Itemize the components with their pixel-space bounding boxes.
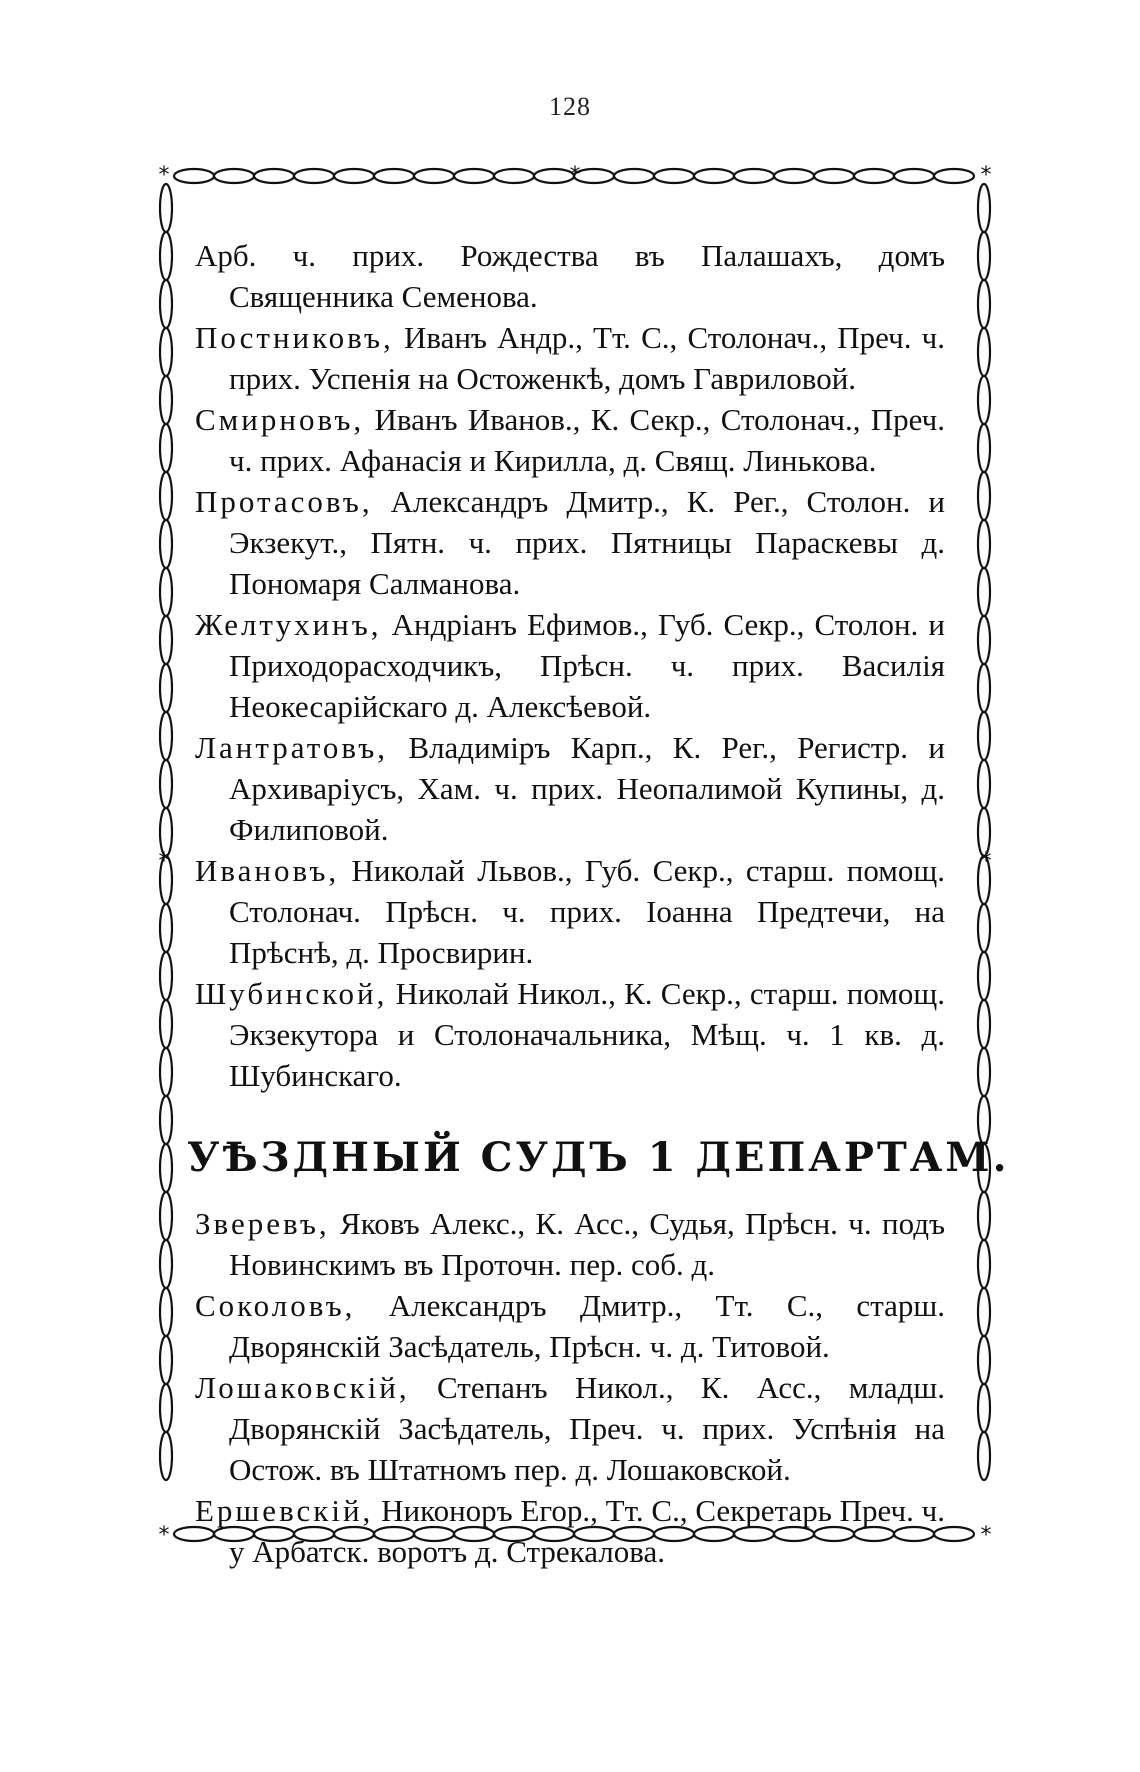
chain-link xyxy=(160,1096,172,1144)
chain-link xyxy=(160,1336,172,1384)
chain-link xyxy=(534,169,574,183)
chain-link xyxy=(978,616,990,664)
entry: Шубинской, Николай Никол., К. Секр., старш. помощ. Экзекутора и Столоначальника, Мѣщ. ч. 1 кв. д. Шубинскаго. xyxy=(195,976,945,1093)
chain-link xyxy=(294,169,334,183)
chain-link xyxy=(978,904,990,952)
chain-link xyxy=(814,169,854,183)
chain-link xyxy=(254,169,294,183)
chain-link xyxy=(654,169,694,183)
entry: Арб. ч. прих. Рождества въ Палашахъ, домъ Священника Семенова. xyxy=(195,238,945,314)
chain-link xyxy=(374,169,414,183)
entry: Ивановъ, Николай Львов., Губ. Секр., старш. помощ. Столонач. Прѣсн. ч. прих. Іоанна Предтечи, на Прѣснѣ, д. Просвирин. xyxy=(195,853,945,970)
chain-link xyxy=(160,952,172,1000)
chain-link xyxy=(734,169,774,183)
chain-link xyxy=(160,1192,172,1240)
chain-link xyxy=(978,328,990,376)
entry: Протасовъ, Александръ Дмитр., К. Рег., Столон. и Экзекут., Пятн. ч. прих. Пятницы Параскевы д. Пономаря Салманова. xyxy=(195,484,946,601)
chain-link xyxy=(614,169,654,183)
chain-link xyxy=(978,1000,990,1048)
chain-link xyxy=(160,520,172,568)
chain-link xyxy=(160,328,172,376)
chain-link xyxy=(854,169,894,183)
chain-link xyxy=(454,169,494,183)
chain-link xyxy=(160,184,172,232)
chain-link xyxy=(160,1048,172,1096)
chain-link xyxy=(160,1000,172,1048)
document-body xyxy=(187,235,1010,1572)
chain-link xyxy=(978,712,990,760)
chain-link xyxy=(160,664,172,712)
star-top-center: * xyxy=(569,163,581,188)
chain-link xyxy=(978,1192,990,1240)
chain-link xyxy=(978,664,990,712)
entry: Ершевскій, Никоноръ Егор., Тт. С., Секретарь Преч. ч. у Арбатск. воротъ д. Стрекалова. xyxy=(195,1493,945,1569)
chain-link xyxy=(978,1432,990,1480)
chain-link xyxy=(978,520,990,568)
chain-link xyxy=(978,760,990,808)
chain-link xyxy=(978,568,990,616)
chain-link xyxy=(978,1288,990,1336)
chain-link xyxy=(978,280,990,328)
chain-link xyxy=(160,1288,172,1336)
entry: Желтухинъ, Андріанъ Ефимов., Губ. Секр., Столон. и Приходорасходчикъ, Прѣсн. ч. прих. Василія Неокесарійскаго д. Алексѣевой. xyxy=(195,607,945,724)
chain-link xyxy=(978,1384,990,1432)
chain-link xyxy=(774,169,814,183)
chain-link xyxy=(978,376,990,424)
entry: Зверевъ, Яковъ Алекс., К. Асс., Судья, Прѣсн. ч. подъ Новинскимъ въ Проточн. пер. соб. д. xyxy=(195,1206,945,1282)
chain-link xyxy=(160,232,172,280)
chain-link xyxy=(978,232,990,280)
chain-link xyxy=(978,1048,990,1096)
chain-link xyxy=(894,169,934,183)
section-heading: УѢЗДНЫЙ СУДЪ 1 ДЕПАРТАМ. xyxy=(187,1134,1010,1181)
chain-link xyxy=(160,616,172,664)
chain-link xyxy=(978,184,990,232)
chain-link xyxy=(978,424,990,472)
chain-link xyxy=(978,952,990,1000)
chain-link xyxy=(414,169,454,183)
corner-star-top-right: * xyxy=(980,163,992,188)
page-number: 128 xyxy=(549,92,591,121)
chain-link xyxy=(214,169,254,183)
chain-link xyxy=(334,169,374,183)
chain-link xyxy=(160,1432,172,1480)
entry: Постниковъ, Иванъ Андр., Тт. С., Столонач., Преч. ч. прих. Успенія на Остоженкѣ, домъ Гавриловой. xyxy=(195,320,946,396)
section-registry xyxy=(195,235,945,1096)
chain-link xyxy=(694,169,734,183)
corner-star-top-left: * xyxy=(158,163,170,188)
chain-link xyxy=(160,424,172,472)
star-right-middle: * xyxy=(980,849,992,874)
chain-link xyxy=(934,169,974,183)
chain-link xyxy=(160,760,172,808)
chain-link xyxy=(160,1240,172,1288)
star-left-middle: * xyxy=(158,849,170,874)
chain-link xyxy=(978,472,990,520)
chain-link xyxy=(978,1336,990,1384)
chain-link xyxy=(160,904,172,952)
chain-link xyxy=(174,169,214,183)
entry: Лантратовъ, Владиміръ Карп., К. Рег., Регистр. и Архиваріусъ, Хам. ч. прих. Неопалимой Купины, д. Филиповой. xyxy=(195,730,945,847)
corner-star-bottom-left: * xyxy=(158,1523,170,1548)
chain-link xyxy=(160,1144,172,1192)
chain-link xyxy=(160,1384,172,1432)
chain-link xyxy=(160,568,172,616)
chain-link xyxy=(160,280,172,328)
entry: Соколовъ, Александръ Дмитр., Тт. С., старш. Дворянскій Засѣдатель, Прѣсн. ч. д. Титовой. xyxy=(195,1288,945,1364)
entry: Смирновъ, Иванъ Иванов., К. Секр., Столонач., Преч. ч. прих. Афанасія и Кирилла, д. Свящ. Линькова. xyxy=(195,402,946,478)
chain-link xyxy=(160,472,172,520)
corner-star-bottom-right: * xyxy=(980,1523,992,1548)
chain-link xyxy=(160,712,172,760)
section-district-court xyxy=(195,1203,945,1572)
entry: Лошаковскій, Степанъ Никол., К. Асс., младш. Дворянскій Засѣдатель, Преч. ч. прих. Успѣнія на Остож. въ Штатномъ пер. д. Лошаковской. xyxy=(195,1370,945,1487)
chain-link xyxy=(494,169,534,183)
chain-link xyxy=(978,1240,990,1288)
chain-link xyxy=(160,376,172,424)
